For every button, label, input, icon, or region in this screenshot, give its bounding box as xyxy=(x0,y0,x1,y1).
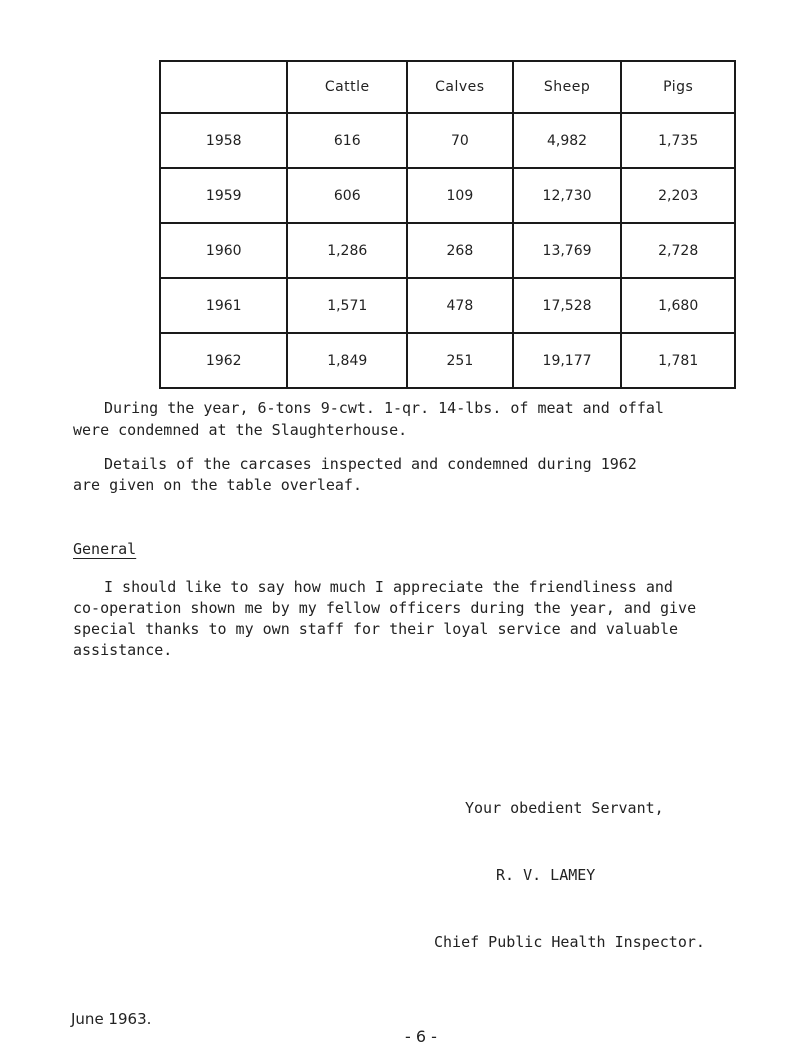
table-cell-cattle: 616 xyxy=(287,113,407,168)
table-cell-sheep: 17,528 xyxy=(513,278,622,333)
para1-line2: were condemned at the Slaughterhouse. xyxy=(73,421,408,439)
general-line4: assistance. xyxy=(73,641,173,659)
table-row xyxy=(160,168,735,223)
table-cell-sheep: 4,982 xyxy=(513,113,622,168)
document-date: June 1963. xyxy=(71,1010,152,1028)
table-row xyxy=(160,333,735,388)
para2-line1: Details of the carcases inspected and condemned during 1962 xyxy=(104,455,637,473)
table-row xyxy=(160,278,735,333)
general-line3: special thanks to my own staff for their loyal service and valuable xyxy=(73,620,679,638)
table-cell-calves: 70 xyxy=(407,113,513,168)
table-cell-year: 1958 xyxy=(160,113,287,168)
table-cell-calves: 251 xyxy=(407,333,513,388)
table-cell-calves: 478 xyxy=(407,278,513,333)
header-cell-calves: Calves xyxy=(407,61,513,113)
table-cell-year: 1959 xyxy=(160,168,287,223)
closing-salutation: Your obedient Servant, xyxy=(465,799,664,817)
table-cell-cattle: 606 xyxy=(287,168,407,223)
signatory-name: R. V. LAMEY xyxy=(496,866,596,884)
table-cell-year: 1960 xyxy=(160,223,287,278)
table-cell-calves: 109 xyxy=(407,168,513,223)
table-cell-year: 1961 xyxy=(160,278,287,333)
table-cell-pigs: 2,728 xyxy=(621,223,735,278)
table-cell-cattle: 1,849 xyxy=(287,333,407,388)
table-cell-pigs: 2,203 xyxy=(621,168,735,223)
table-cell-year: 1962 xyxy=(160,333,287,388)
para2-line2: are given on the table overleaf. xyxy=(73,476,362,494)
general-line1: I should like to say how much I appreciate the friendliness and xyxy=(104,578,673,596)
header-cell-pigs: Pigs xyxy=(621,61,735,113)
para1-line1: During the year, 6-tons 9-cwt. 1-qr. 14-lbs. of meat and offal xyxy=(104,399,664,417)
signatory-title: Chief Public Health Inspector. xyxy=(434,933,705,951)
header-cell-year xyxy=(160,61,287,113)
table-cell-pigs: 1,735 xyxy=(621,113,735,168)
table-header-row xyxy=(160,61,735,113)
general-line2: co-operation shown me by my fellow officers during the year, and give xyxy=(73,599,697,617)
section-heading-general: General xyxy=(73,540,137,558)
table-cell-sheep: 13,769 xyxy=(513,223,622,278)
table-row xyxy=(160,223,735,278)
table-cell-calves: 268 xyxy=(407,223,513,278)
page-number: - 6 - xyxy=(405,1027,437,1046)
table-cell-cattle: 1,571 xyxy=(287,278,407,333)
livestock-table xyxy=(159,60,736,389)
header-cell-sheep: Sheep xyxy=(513,61,622,113)
table-cell-pigs: 1,680 xyxy=(621,278,735,333)
table-cell-cattle: 1,286 xyxy=(287,223,407,278)
table-row xyxy=(160,113,735,168)
header-cell-cattle: Cattle xyxy=(287,61,407,113)
table-cell-sheep: 19,177 xyxy=(513,333,622,388)
table-cell-sheep: 12,730 xyxy=(513,168,622,223)
table-cell-pigs: 1,781 xyxy=(621,333,735,388)
